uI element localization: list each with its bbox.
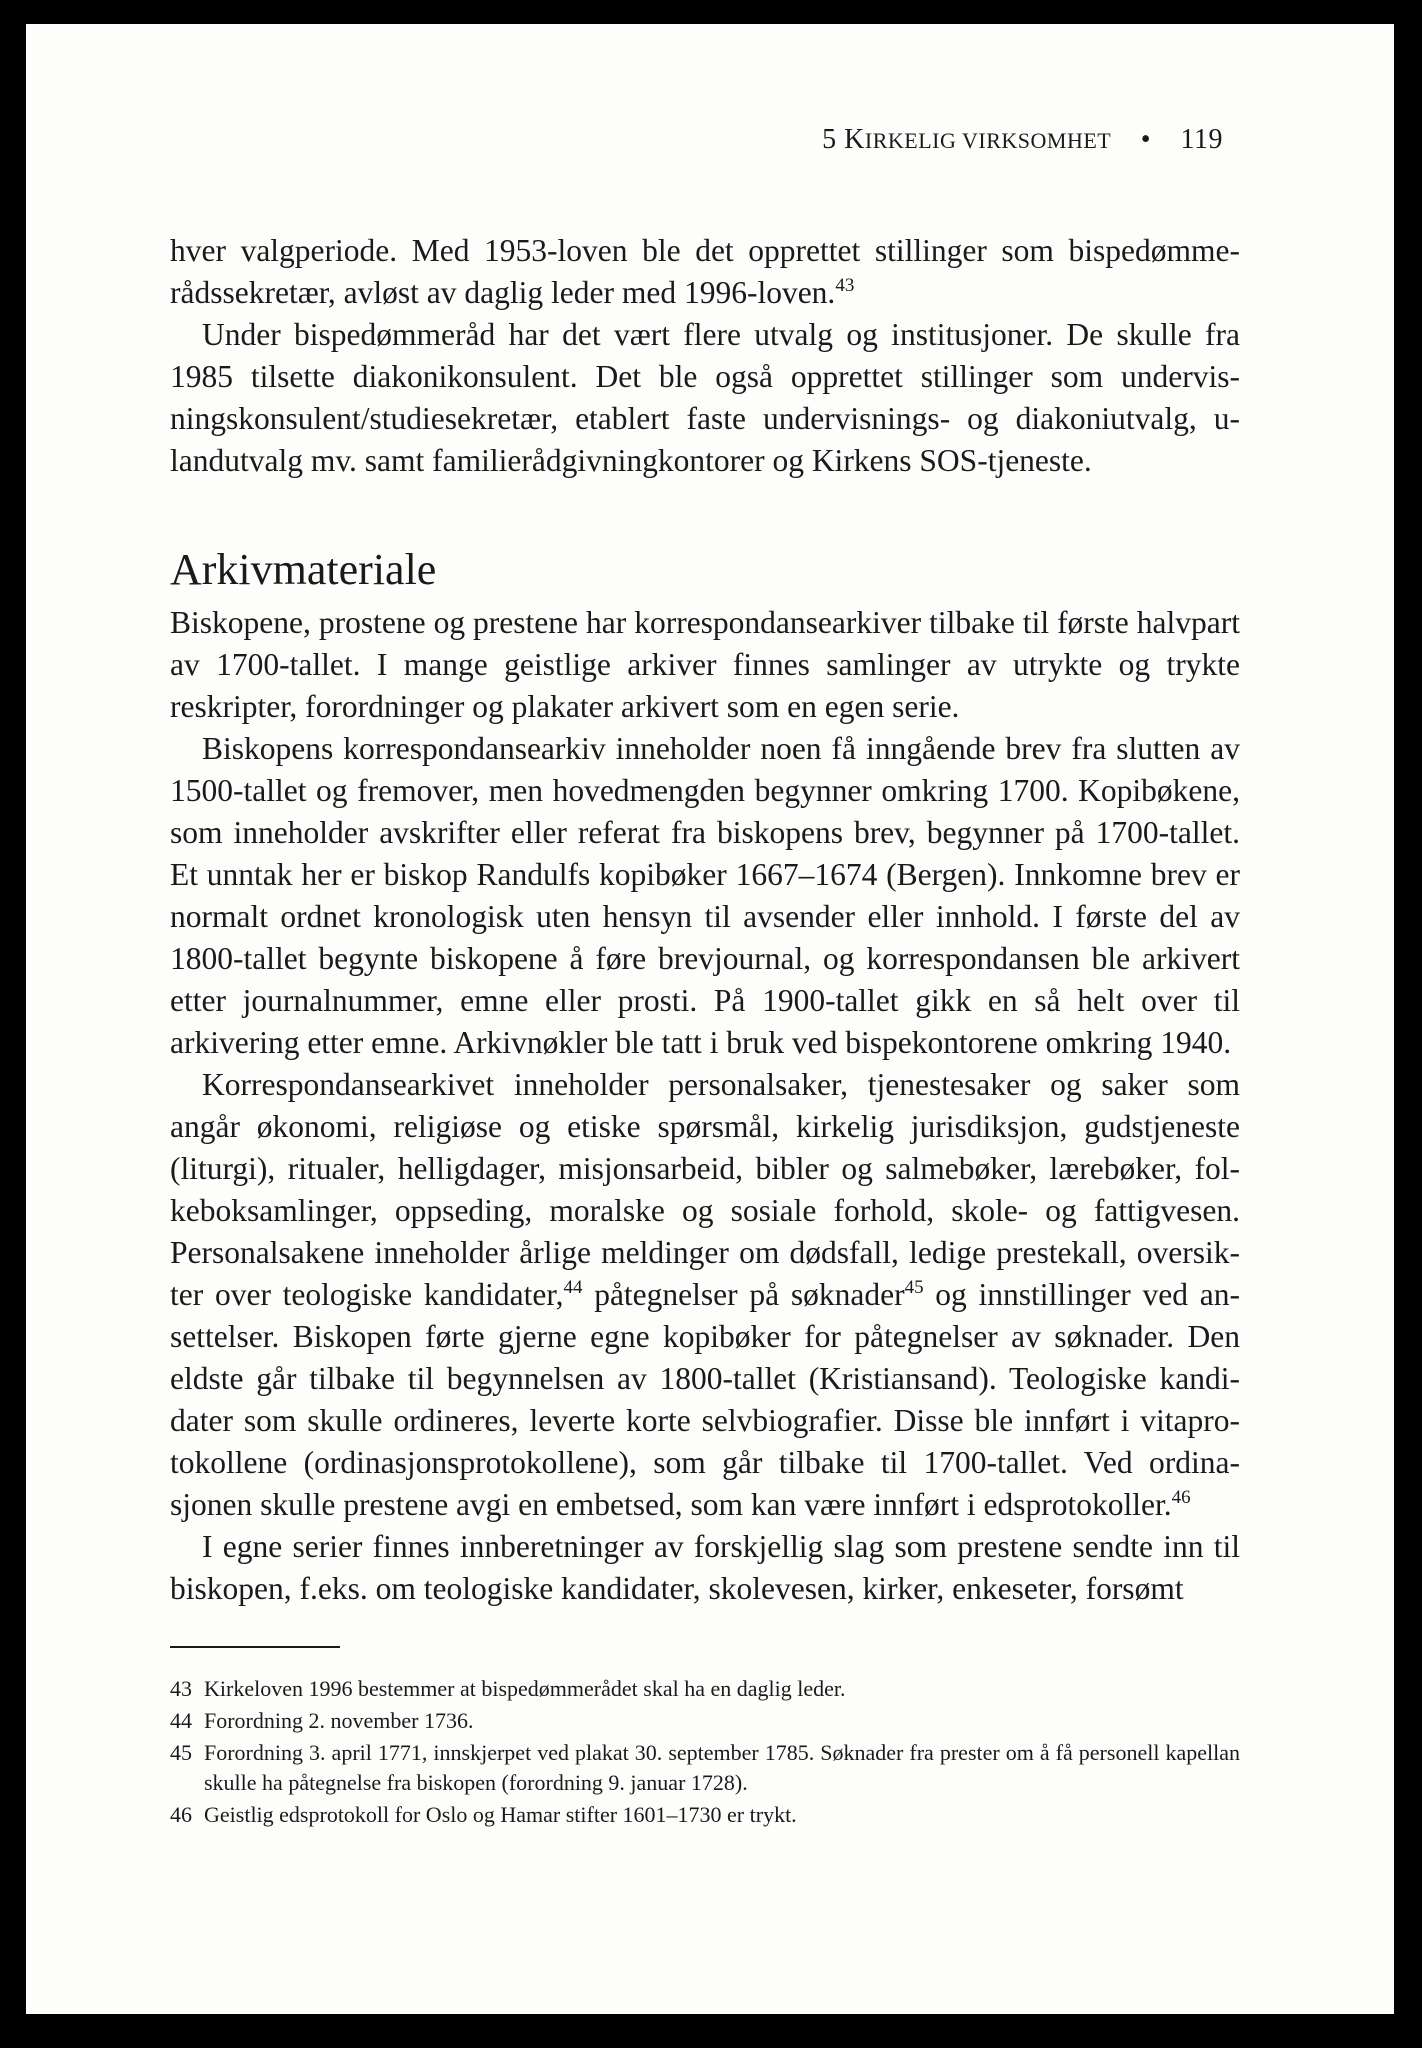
body-text xyxy=(170,230,1240,1610)
footnote-text: Kirkeloven 1996 bestemmer at bispedømmerådet skal ha en daglig leder. xyxy=(204,1676,846,1701)
running-header xyxy=(26,124,1223,156)
page-number: 119 xyxy=(1180,124,1223,155)
chapter-title: KIRKELIG VIRKSOMHET xyxy=(844,124,1112,155)
footnote xyxy=(170,1800,1240,1830)
footnote-ref[interactable]: 45 xyxy=(904,1277,924,1298)
paragraph: Korrespondansearkivet inneholder personalsaker, tjenestesaker og saker som angår økonomi, religiøse og etiske spørsmål, kirkelig jurisdiksjon, gudstjeneste (liturgi), ritualer, helligdager, misjonsarbeid, bibler og salmebøker, lærebøker, folkeboksamlinger, oppseding, moralske og sosiale forhold, skole- og fattigvesen. Personalsakene inneholder årlige meldinger om dødsfall, ledige prestekall, oversikter over teologiske kandidater,$^{44}$ påtegnelser på søknader$^{45}$ og innstillinger ved ansettelser. Biskopen førte gjerne egne kopibøker for påtegnelser av søknader. Den eldste går tilbake til begynnelsen av 1800-tallet (Kristiansand). Teologiske kandidater som skulle ordineres, leverte korte selvbiografier. Disse ble innført i vitaprotokollene (ordinasjonsprotokollene), som går tilbake til 1700-tallet. Ved ordinasjonen skulle prestene avgi en embetsed, som kan være innført i edsprotokoller.$^{46}$ xyxy=(170,1067,1240,1522)
section-heading: Arkivmateriale xyxy=(170,545,437,594)
book-page xyxy=(26,24,1394,2014)
header-bullet: • xyxy=(1140,124,1152,155)
footnote xyxy=(170,1674,1240,1704)
paragraph: Biskopene, prostene og prestene har korrespondansearkiver tilbake til første halvpart av 1700-tallet. I mange geistlige arkiver finnes samlinger av utrykte og trykte reskripter, forordninger og plakater arkivert som en egen serie. xyxy=(170,605,1240,724)
footnote-text: Geistlig edsprotokoll for Oslo og Hamar stifter 1601–1730 er trykt. xyxy=(204,1802,797,1827)
paragraph: hver valgperiode. Med 1953-loven ble det opprettet stillinger som bispedømmerådssekretær, avløst av daglig leder med 1996-loven.$^{43}$ xyxy=(170,233,1240,310)
footnotes xyxy=(170,1674,1240,1832)
footnote xyxy=(170,1706,1240,1736)
footnote-ref[interactable]: 44 xyxy=(563,1277,583,1298)
footnote-text: Forordning 2. november 1736. xyxy=(204,1708,474,1733)
chapter-number: 5 xyxy=(822,124,837,155)
footnote-ref[interactable]: 43 xyxy=(835,275,855,296)
footnote xyxy=(170,1738,1240,1798)
footnote-ref[interactable]: 46 xyxy=(1171,1487,1191,1508)
footnote-divider xyxy=(170,1646,340,1648)
footnote-number: 43 xyxy=(170,1676,192,1701)
footnote-number: 45 xyxy=(170,1740,192,1765)
footnote-number: 46 xyxy=(170,1802,192,1827)
footnote-text: Forordning 3. april 1771, innskjerpet ved plakat 30. september 1785. Søknader fra prester om å få personell kapellan skulle ha påtegnelse fra biskopen (forordning 9. januar 1728). xyxy=(204,1740,1240,1795)
paragraph: Under bispedømmeråd har det vært flere utvalg og institusjoner. De skulle fra 1985 tilsette diakonikonsulent. Det ble også opprettet stillinger som undervisningskonsulent/studiesekretær, etablert faste undervisnings- og diakoniutvalg, u-landutvalg mv. samt familierådgivningkontorer og Kirkens SOS-tjeneste. xyxy=(170,317,1240,478)
paragraph: Biskopens korrespondansearkiv inneholder noen få inngående brev fra slutten av 1500-tallet og fremover, men hovedmengden begynner omkring 1700. Kopibøkene, som inneholder avskrifter eller referat fra biskopens brev, begynner på 1700-tallet. Et unntak her er biskop Randulfs kopibøker 1667–1674 (Bergen). Innkomne brev er normalt ordnet kronologisk uten hensyn til avsender eller innhold. I første del av 1800-tallet begynte biskopene å føre brevjournal, og korrespondansen ble arkivert etter journalnummer, emne eller prosti. På 1900-tallet gikk en så helt over til arkivering etter emne. Arkivnøkler ble tatt i bruk ved bispekontorene omkring 1940. xyxy=(170,731,1240,1060)
footnote-number: 44 xyxy=(170,1708,192,1733)
paragraph: I egne serier finnes innberetninger av forskjellig slag som prestene sendte inn til biskopen, f.eks. om teologiske kandidater, skolevesen, kirker, enkeseter, forsømt xyxy=(170,1529,1240,1606)
